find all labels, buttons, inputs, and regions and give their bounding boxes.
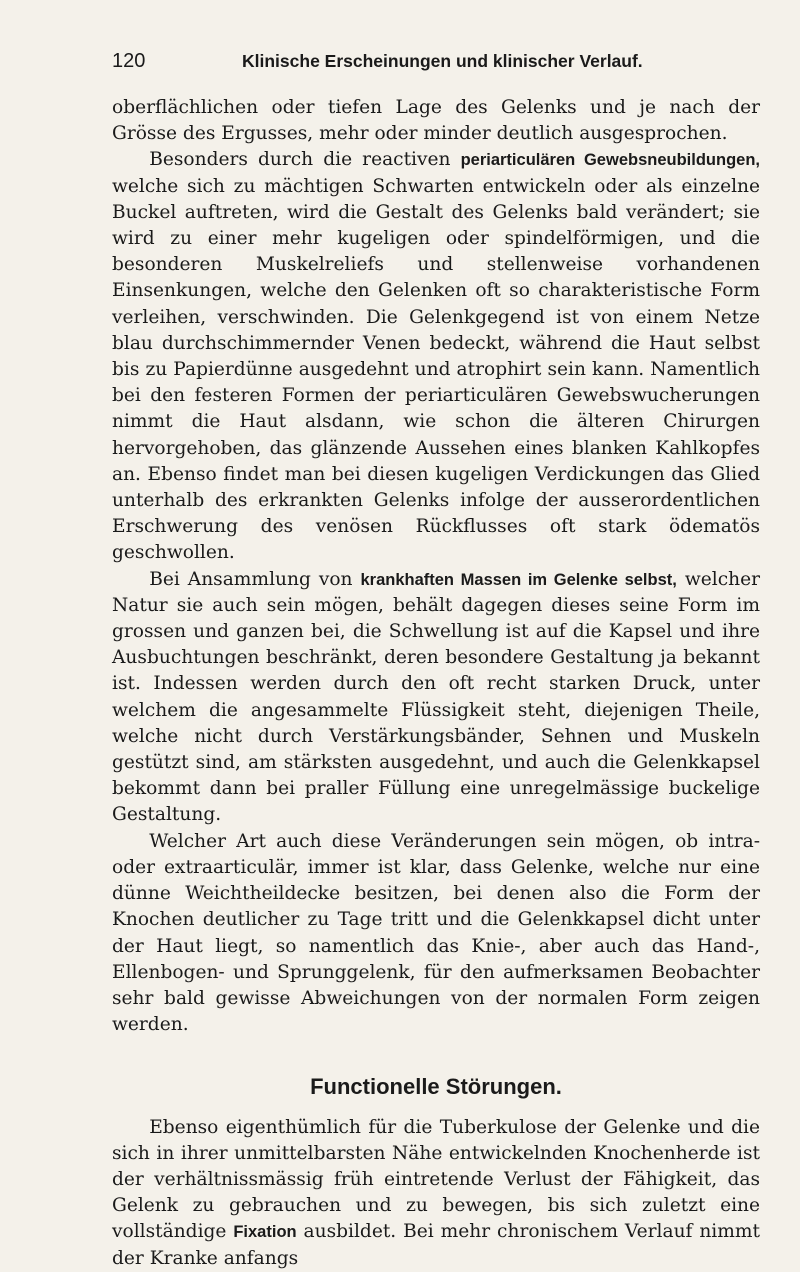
paragraph-4-text: Welcher Art auch diese Veränderungen sein mögen, ob intra- oder extraarticulär, immer ist klar, dass Gelenke, welche nur eine dünne Weichtheildecke besitzen, bei denen also die Form der Knochen deutlicher zu Tage tritt und die Gelenkkapsel dicht unter der Haut liegt, so namentlich das Knie-, aber auch das Hand-, Ellenbogen- und Sprunggelenk, für den aufmerksamen Beobachter sehr bald gewisse Abweichungen von der normalen Form zeigen werden.	[112, 830, 760, 1036]
section-paragraph	[112, 1115, 760, 1272]
section-paragraph-text-a: Ebenso eigenthümlich für die Tuberkulose der Gelenke und die sich in ihrer unmittelbarsten Nähe entwickelnden Knochenherde ist der verhältnissmässig früh eintretende Verlust der Fähigkeit, das Gelenk zu gebrauchen und zu bewegen, bis sich zuletzt eine vollständige	[112, 1116, 760, 1243]
emphasis-periarticular: periarticulären Gewebsneubildungen,	[460, 151, 760, 170]
running-head: Klinische Erscheinungen und klinischer Verlauf.	[242, 51, 643, 71]
paragraph-1	[112, 95, 760, 147]
paragraph-3-text-a: Bei Ansammlung von	[149, 568, 361, 590]
paragraph-4	[112, 829, 760, 1039]
paragraph-3-text-b: welcher Natur sie auch sein mögen, behält dagegen dieses seine Form im grossen und ganzen bei, die Schwellung ist auf die Kapsel und ihre Ausbuchtungen beschränkt, deren besondere Gestaltung ja bekannt ist. Indessen werden durch den oft recht starken Druck, unter welchem die angesammelte Flüssigkeit steht, diejenigen Theile, welche nicht durch Verstärkungsbänder, Sehnen und Muskeln gestützt sind, am stärksten ausgedehnt, und auch die Gelenkkapsel bekommt dann bei praller Füllung eine unregelmässige buckelige Gestaltung.	[112, 568, 760, 826]
emphasis-fixation: Fixation	[233, 1223, 297, 1242]
paragraph-2-text-b: welche sich zu mächtigen Schwarten entwickeln oder als einzelne Buckel auftreten, wird die Gestalt des Gelenks bald verändert; sie wird zu einer mehr kugeligen oder spindelförmigen, und die besonderen Muskelreliefs und stellenweise vorhandenen Einsenkungen, welche den Gelenken oft so charakteristische Form verleihen, verschwinden. Die Gelenkgegend ist von einem Netze blau durchschimmernder Venen bedeckt, während die Haut selbst bis zu Papierdünne ausgedehnt und atrophirt sein kann. Namentlich bei den festeren Formen der periarticulären Gewebswucherungen nimmt die Haut alsdann, wie schon die älteren Chirurgen hervorgehoben, das glänzende Aussehen eines blanken Kahlkopfes an. Ebenso findet man bei diesen kugeligen Verdickungen das Glied unterhalb des erkrankten Gelenks infolge der ausserordentlichen Erschwerung des venösen Rückflusses oft stark ödematös geschwollen.	[112, 175, 760, 564]
paragraph-2	[112, 147, 760, 566]
paragraph-2-text-a: Besonders durch die reactiven	[149, 149, 461, 171]
body-text	[112, 95, 760, 1272]
page-header	[112, 50, 760, 73]
paragraph-3	[112, 567, 760, 829]
paragraph-1-text: oberflächlichen oder tiefen Lage des Gelenks und je nach der Grösse des Ergusses, mehr oder minder deutlich ausgesprochen.	[112, 97, 760, 145]
section-paragraph-text-b: ausbildet. Bei mehr chronischem Verlauf nimmt der Kranke anfangs	[112, 1221, 760, 1269]
section-heading: Functionelle Störungen.	[310, 1074, 562, 1100]
page-number: 120	[112, 50, 146, 72]
emphasis-krankhaften-massen: krankhaften Massen im Gelenke selbst,	[360, 570, 677, 589]
